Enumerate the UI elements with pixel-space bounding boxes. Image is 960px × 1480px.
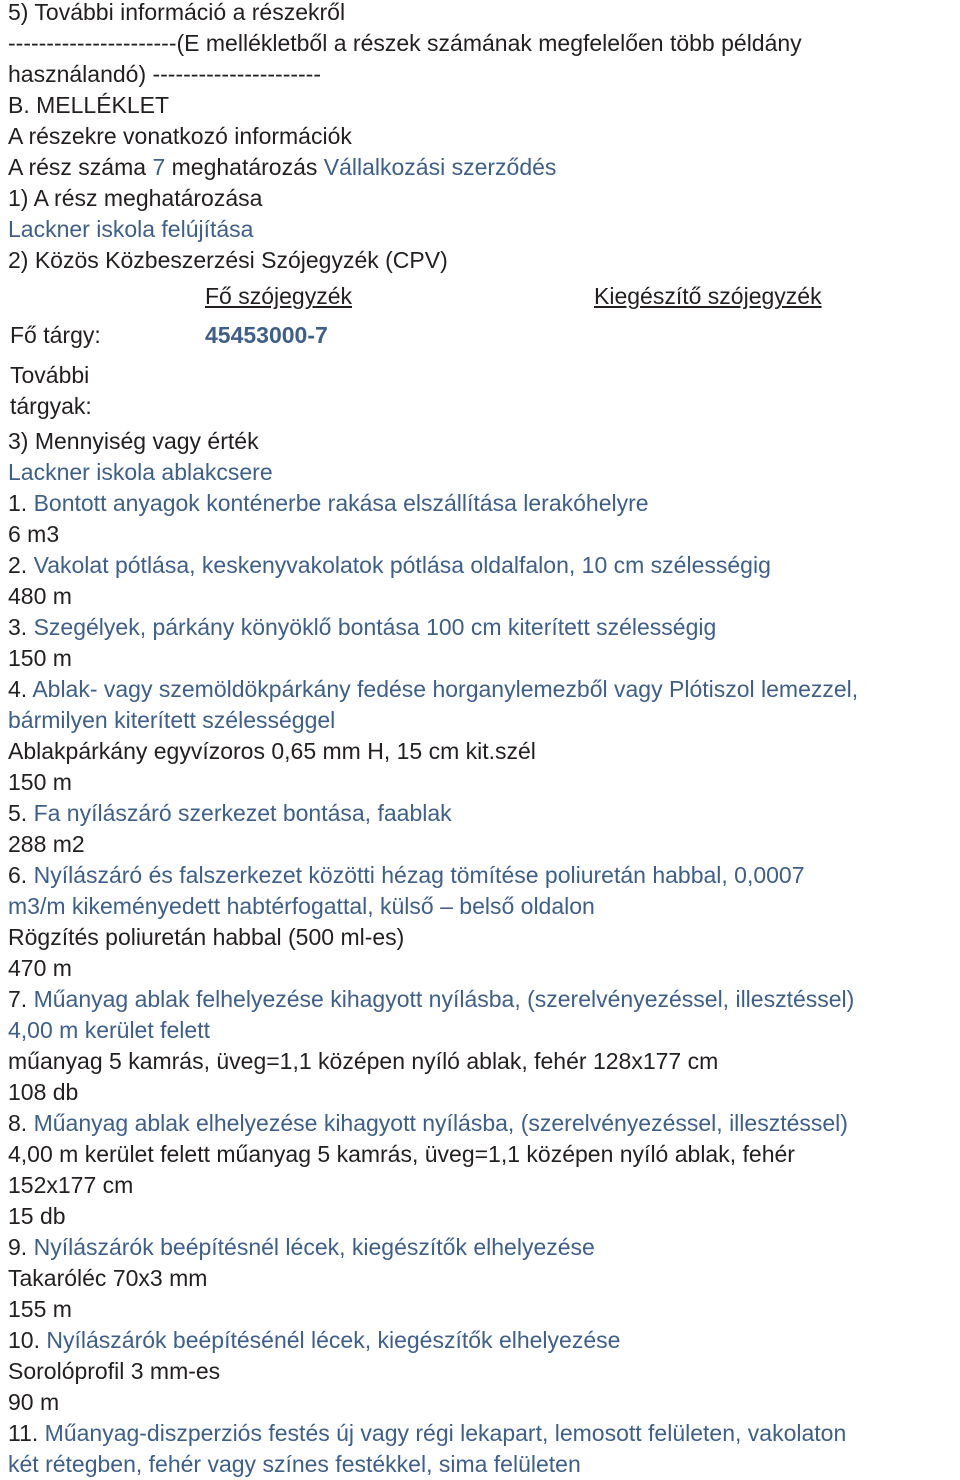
item-number: 8.	[8, 1110, 34, 1136]
item-spec: 152x177 cm	[8, 1172, 134, 1198]
part-definition-label: meghatározás	[171, 154, 318, 180]
work-item-title	[8, 551, 771, 579]
item-description: Nyílászáró és falszerkezet közötti hézag tömítése poliuretán habbal, 0,0007	[33, 862, 805, 888]
item-amount: 6 m3	[8, 521, 60, 547]
item-description: Vakolat pótlása, keskenyvakolatok pótlása oldalfalon, 10 cm szélességig	[33, 552, 771, 578]
work-item-title	[8, 1419, 846, 1447]
item-number: 3.	[8, 614, 34, 640]
work-item-title-cont	[8, 892, 595, 920]
part-number-row	[8, 153, 556, 181]
item-spec: Rögzítés poliuretán habbal (500 ml-es)	[8, 924, 405, 950]
work-item-amount	[8, 1202, 66, 1230]
work-item-title	[8, 985, 854, 1013]
annex-title: B. MELLÉKLET	[8, 92, 170, 118]
definition-heading: 1) A rész meghatározása	[8, 185, 263, 211]
quantity-intro: Lackner iskola ablakcsere	[8, 459, 273, 485]
work-item-title	[8, 613, 716, 641]
item-spec: Ablakpárkány egyvízoros 0,65 mm H, 15 cm kit.szél	[8, 738, 536, 764]
work-item-amount	[8, 768, 72, 796]
part-definition-value: Vállalkozási szerződés	[323, 154, 557, 180]
item-description: Nyílászárók beépítésénél lécek, kiegészítők elhelyezése	[46, 1327, 621, 1353]
item-amount: 150 m	[8, 645, 72, 671]
item-description: két rétegben, fehér vagy színes festékkel, sima felületen	[8, 1451, 581, 1477]
item-number: 1.	[8, 490, 34, 516]
item-amount: 480 m	[8, 583, 72, 609]
work-item-title	[8, 799, 452, 827]
work-item-amount	[8, 520, 59, 548]
work-item-title	[8, 1326, 620, 1354]
item-number: 7.	[8, 986, 34, 1012]
copy-note-line-2: használandó) ----------------------	[8, 61, 321, 87]
item-number: 11.	[8, 1420, 45, 1446]
copy-note-line-1: ----------------------(E mellékletből a részek számának megfelelően több példány	[8, 30, 802, 56]
cpv-heading: 2) Közös Közbeszerzési Szójegyzék (CPV)	[8, 247, 448, 273]
item-description: bármilyen kiterített szélességgel	[8, 707, 336, 733]
work-item-title	[8, 1233, 595, 1261]
item-number: 2.	[8, 552, 34, 578]
work-item-amount	[8, 1388, 59, 1416]
work-item-amount	[8, 830, 85, 858]
annex-subtitle: A részekre vonatkozó információk	[8, 123, 352, 149]
work-item-title-cont	[8, 706, 335, 734]
work-item-title-cont	[8, 1450, 581, 1478]
definition-value: Lackner iskola felújítása	[8, 216, 254, 242]
work-item-spec	[8, 1140, 795, 1168]
item-amount: 108 db	[8, 1079, 79, 1105]
cpv-main-column-header: Fő szójegyzék	[205, 283, 353, 309]
item-description: Bontott anyagok konténerbe rakása elszállítása lerakóhelyre	[33, 490, 649, 516]
item-number: 10.	[8, 1327, 47, 1353]
work-item-spec	[8, 1171, 133, 1199]
item-number: 5.	[8, 800, 34, 826]
item-number: 4.	[8, 676, 33, 702]
item-spec: Sorolóprofil 3 mm-es	[8, 1358, 221, 1384]
additional-subjects-label-1: További	[10, 362, 90, 388]
work-item-amount	[8, 582, 72, 610]
item-spec: műanyag 5 kamrás, üveg=1,1 középen nyíló ablak, fehér 128x177 cm	[8, 1048, 719, 1074]
item-description: Műanyag ablak elhelyezése kihagyott nyílásba, (szerelvényezéssel, illesztéssel)	[33, 1110, 848, 1136]
work-item-title-cont	[8, 1016, 210, 1044]
item-amount: 155 m	[8, 1296, 72, 1322]
item-spec: 4,00 m kerület felett műanyag 5 kamrás, üveg=1,1 középen nyíló ablak, fehér	[8, 1141, 795, 1167]
section-5-heading: 5) További információ a részekről	[8, 0, 346, 25]
main-subject-label: Fő tárgy:	[10, 322, 101, 348]
item-amount: 90 m	[8, 1389, 60, 1415]
item-number: 9.	[8, 1234, 34, 1260]
work-item-spec	[8, 737, 536, 765]
item-number: 6.	[8, 862, 34, 888]
work-item-spec	[8, 1357, 220, 1385]
item-description: Fa nyílászáró szerkezet bontása, faablak	[33, 800, 452, 826]
quantity-heading: 3) Mennyiség vagy érték	[8, 428, 259, 454]
main-subject-code: 45453000-7	[205, 322, 328, 348]
item-amount: 15 db	[8, 1203, 66, 1229]
item-description: 4,00 m kerület felett	[8, 1017, 210, 1043]
work-item-spec	[8, 1264, 207, 1292]
additional-subjects-label-2: tárgyak:	[10, 393, 92, 419]
work-item-title	[8, 1109, 848, 1137]
item-description: Műanyag ablak felhelyezése kihagyott nyílásba, (szerelvényezéssel, illesztéssel)	[33, 986, 855, 1012]
item-amount: 470 m	[8, 955, 72, 981]
item-description: Nyílászárók beépítésnél lécek, kiegészítők elhelyezése	[33, 1234, 595, 1260]
item-description: Műanyag-diszperziós festés új vagy régi lekapart, lemosott felületen, vakolaton	[44, 1420, 847, 1446]
work-item-amount	[8, 1078, 78, 1106]
item-description: Ablak- vagy szemöldökpárkány fedése horganylemezből vagy Plótiszol lemezzel,	[32, 676, 859, 702]
item-amount: 150 m	[8, 769, 72, 795]
item-description: Szegélyek, párkány könyöklő bontása 100 cm kiterített szélességig	[33, 614, 717, 640]
work-item-amount	[8, 954, 72, 982]
work-item-spec	[8, 923, 404, 951]
work-item-spec	[8, 1047, 718, 1075]
item-description: m3/m kikeményedett habtérfogattal, külső – belső oldalon	[8, 893, 595, 919]
part-prefix: A rész száma	[8, 154, 147, 180]
item-spec: Takaróléc 70x3 mm	[8, 1265, 208, 1291]
work-item-amount	[8, 644, 72, 672]
work-item-title	[8, 861, 805, 889]
work-item-title	[8, 489, 649, 517]
work-item-amount	[8, 1295, 72, 1323]
item-amount: 288 m2	[8, 831, 85, 857]
cpv-supplementary-column-header: Kiegészítő szójegyzék	[594, 283, 822, 309]
work-item-title	[8, 675, 858, 703]
part-number: 7	[152, 154, 166, 180]
